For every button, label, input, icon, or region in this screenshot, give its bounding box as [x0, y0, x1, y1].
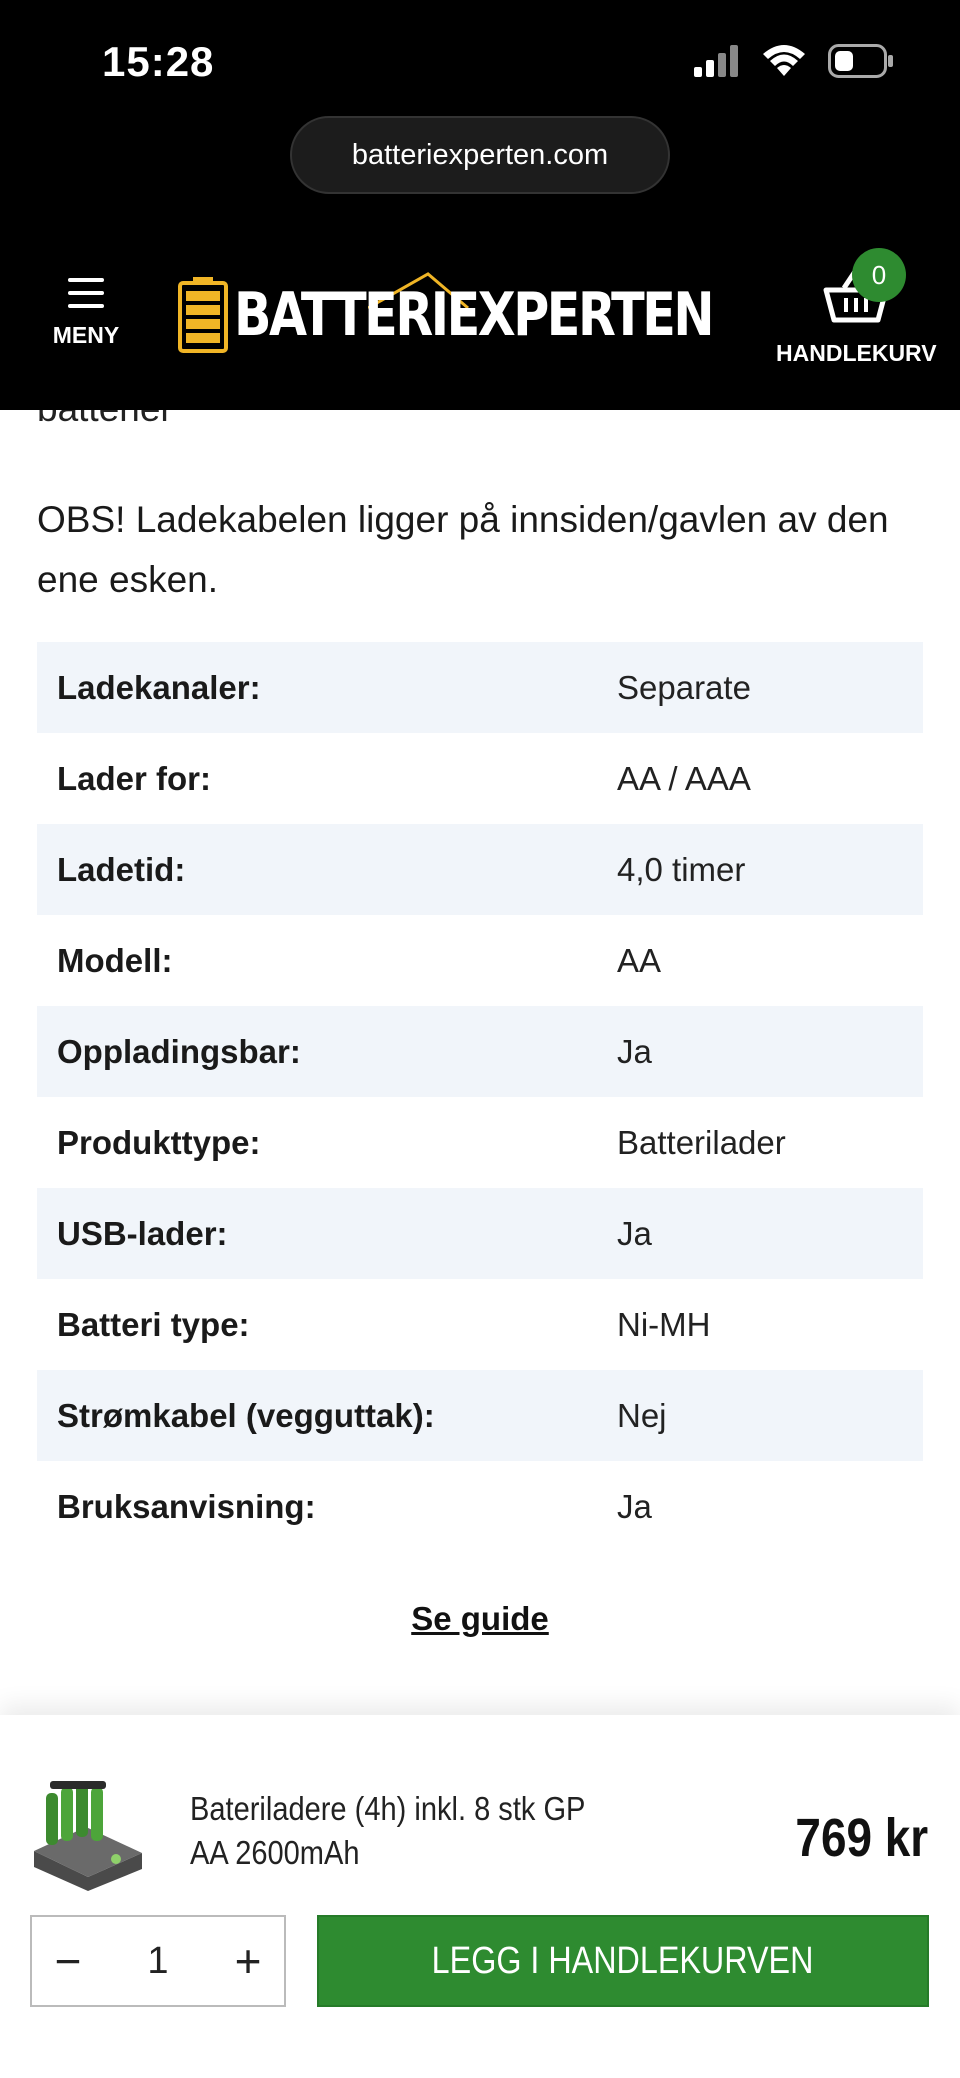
table-row	[37, 1370, 923, 1461]
spec-value: Ni-MH	[617, 1305, 711, 1343]
obs-note: OBS! Ladekabelen ligger på innsiden/gavlen av den ene esken.	[37, 499, 889, 600]
cart-label[interactable]: HANDLEKURV	[776, 340, 937, 366]
battery-icon	[828, 44, 894, 78]
table-row	[37, 1279, 923, 1370]
guide-link[interactable]: Se guide	[411, 1600, 549, 1637]
spec-value: Batterilader	[617, 1123, 786, 1161]
spec-label: Batteri type:	[57, 1305, 250, 1343]
hamburger-icon	[68, 278, 104, 308]
spec-value: Ja	[617, 1487, 652, 1525]
top-header	[0, 0, 960, 410]
status-time: 15:28	[102, 38, 215, 85]
purchase-bar	[0, 1715, 960, 2078]
spec-value: Nej	[617, 1370, 923, 1461]
spec-value: 4,0 timer	[617, 824, 923, 915]
cart-count-badge: 0	[852, 248, 906, 302]
url-text: batteriexperten.com	[351, 138, 609, 171]
status-icons	[694, 44, 894, 78]
spec-label: Produkttype:	[57, 1123, 261, 1161]
logo-text: BATTERIEXPERTEN	[234, 280, 713, 350]
increase-quantity-button[interactable]: +	[234, 1935, 262, 1987]
signal-icon	[694, 45, 740, 77]
spec-value: AA	[617, 941, 662, 979]
menu-label: MENY	[52, 322, 120, 348]
table-row	[37, 733, 923, 824]
spec-value: AA / AAA	[617, 759, 751, 797]
spec-label: USB-lader:	[37, 1188, 617, 1279]
quantity-stepper	[30, 1915, 286, 2007]
spec-value: Ja	[617, 1188, 923, 1279]
wifi-icon	[762, 44, 806, 78]
spec-value: Ja	[617, 1006, 923, 1097]
spec-label: Lader for:	[57, 759, 212, 797]
table-row	[37, 1188, 923, 1279]
battery-logo-icon	[178, 277, 228, 353]
table-row	[37, 1097, 923, 1188]
add-to-cart-label: LEGG I HANDLEKURVEN	[432, 1939, 814, 1982]
spec-label: Ladetid:	[37, 824, 617, 915]
table-row	[37, 642, 923, 733]
product-name: Bateriladere (4h) inkl. 8 stk GP AA 2600mAh	[190, 1790, 585, 1871]
table-row	[37, 915, 923, 1006]
spec-label: Ladekanaler:	[37, 642, 617, 733]
add-to-cart-button[interactable]	[317, 1915, 929, 2007]
logo[interactable]	[178, 270, 817, 360]
url-bar[interactable]	[290, 116, 670, 194]
quantity-value[interactable]: 1	[147, 1939, 169, 1982]
spec-table	[37, 642, 923, 1552]
product-price: 769 kr	[795, 1808, 928, 1868]
spec-label: Modell:	[57, 941, 173, 979]
decrease-quantity-button[interactable]: −	[54, 1935, 82, 1987]
spec-value: Separate	[617, 642, 923, 733]
product-thumbnail	[30, 1773, 146, 1893]
spec-label: Oppladingsbar:	[37, 1006, 617, 1097]
spec-label: Strømkabel (vegguttak):	[37, 1370, 617, 1461]
menu-button[interactable]	[46, 278, 126, 349]
table-row	[37, 1461, 923, 1552]
table-row	[37, 824, 923, 915]
table-row	[37, 1006, 923, 1097]
spec-label: Bruksanvisning:	[57, 1487, 316, 1525]
